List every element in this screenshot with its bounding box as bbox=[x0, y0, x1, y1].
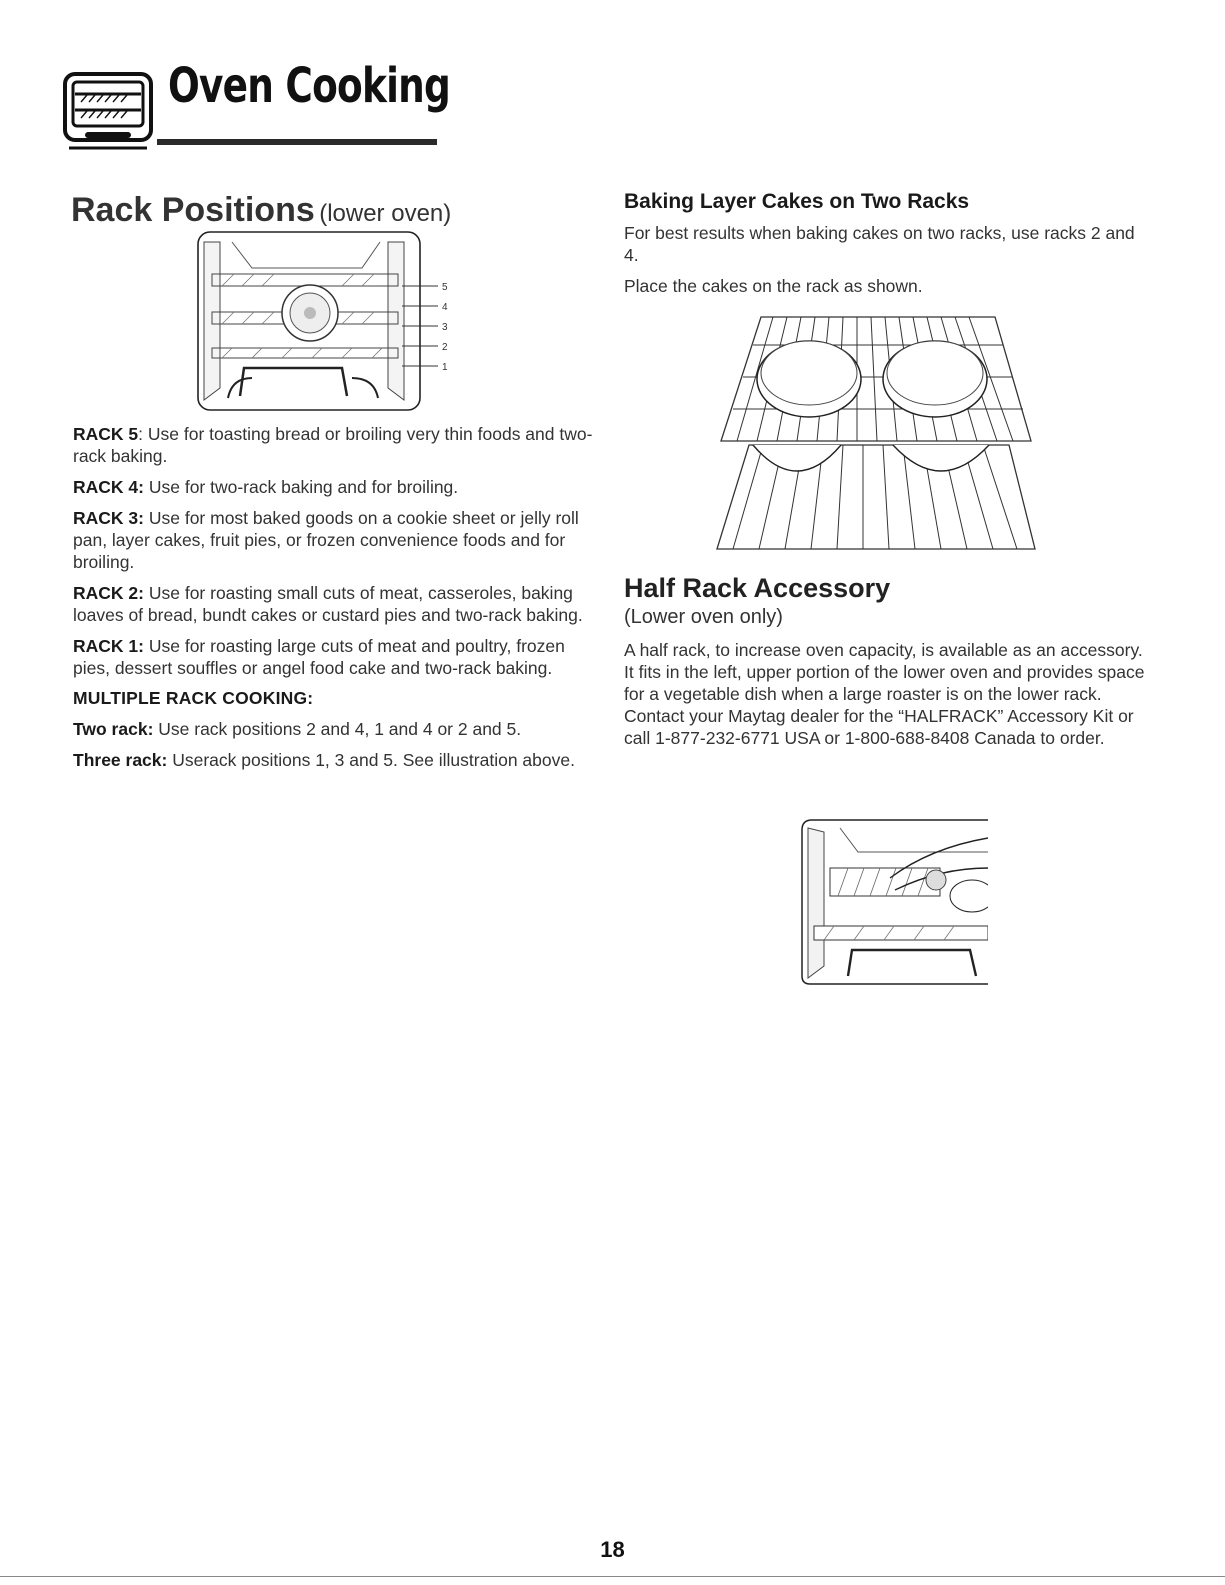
footer-divider bbox=[0, 1576, 1225, 1577]
rack-3-text: Use for most baked goods on a cookie sheet or jelly roll pan, layer cakes, fruit pies, or frozen convenience foods and for broiling. bbox=[73, 508, 579, 572]
rack-4-text: Use for two-rack baking and for broiling. bbox=[143, 477, 459, 497]
half-rack-section bbox=[624, 574, 1149, 758]
rack-5-text: : Use for toasting bread or broiling very thin foods and two-rack baking. bbox=[73, 424, 593, 466]
rack-label-3: 3 bbox=[442, 322, 448, 333]
rack-descriptions bbox=[73, 423, 593, 780]
rack-5-description bbox=[73, 423, 593, 467]
rack-3-label: RACK 3: bbox=[73, 508, 144, 528]
half-rack-illustration bbox=[800, 818, 988, 986]
rack-3-description bbox=[73, 507, 593, 573]
rack-label-1: 1 bbox=[442, 362, 448, 373]
page-title: Oven Cooking bbox=[168, 58, 451, 114]
rack-1-description bbox=[73, 635, 593, 679]
half-rack-subheading: (Lower oven only) bbox=[624, 605, 783, 628]
half-rack-heading: Half Rack Accessory bbox=[624, 573, 891, 603]
two-rack-description bbox=[73, 718, 593, 740]
rack-4-description bbox=[73, 476, 593, 498]
three-rack-description bbox=[73, 749, 593, 771]
page-number: 18 bbox=[600, 1537, 625, 1562]
rack-2-text: Use for roasting small cuts of meat, casseroles, baking loaves of bread, bundt cakes or custard pies and two-rack baking. bbox=[73, 583, 583, 625]
cakes-on-racks-illustration bbox=[713, 313, 1043, 553]
rack-positions-note: (lower oven) bbox=[319, 200, 452, 227]
rack-label-5: 5 bbox=[442, 282, 448, 293]
two-rack-label: Two rack: bbox=[73, 719, 154, 739]
rack-5-label: RACK 5 bbox=[73, 424, 139, 444]
title-underline bbox=[157, 139, 437, 145]
rack-2-label: RACK 2: bbox=[73, 583, 144, 603]
rack-4-label: RACK 4: bbox=[73, 477, 144, 497]
multiple-rack-heading: MULTIPLE RACK COOKING: bbox=[73, 688, 314, 708]
baking-layer-heading: Baking Layer Cakes on Two Racks bbox=[624, 190, 970, 213]
three-rack-text: Userack positions 1, 3 and 5. See illustration above. bbox=[167, 750, 575, 770]
rack-positions-heading bbox=[71, 193, 451, 227]
baking-layer-paragraph-2: Place the cakes on the rack as shown. bbox=[624, 276, 923, 296]
rack-positions-illustration bbox=[192, 228, 460, 415]
baking-layer-section bbox=[624, 190, 1149, 306]
baking-layer-paragraph-1: For best results when baking cakes on two racks, use racks 2 and 4. bbox=[624, 223, 1135, 265]
rack-label-4: 4 bbox=[442, 302, 448, 313]
rack-positions-title: Rack Positions bbox=[71, 191, 315, 229]
oven-icon bbox=[63, 72, 153, 152]
rack-1-label: RACK 1: bbox=[73, 636, 144, 656]
rack-1-text: Use for roasting large cuts of meat and poultry, frozen pies, dessert souffles or angel food cake and two-rack baking. bbox=[73, 636, 565, 678]
two-rack-text: Use rack positions 2 and 4, 1 and 4 or 2 and 5. bbox=[153, 719, 522, 739]
three-rack-label: Three rack: bbox=[73, 750, 168, 770]
rack-label-2: 2 bbox=[442, 342, 448, 353]
rack-2-description bbox=[73, 582, 593, 626]
half-rack-paragraph: A half rack, to increase oven capacity, is available as an accessory. It fits in the left, upper portion of the lower oven and provides space for a vegetable dish when a large roaster is on the lower rack. Contact your Maytag dealer for the “HALFRACK” Accessory Kit or call 1-877-232-6771 USA or 1-800-688-8408 Canada to order. bbox=[624, 639, 1145, 748]
